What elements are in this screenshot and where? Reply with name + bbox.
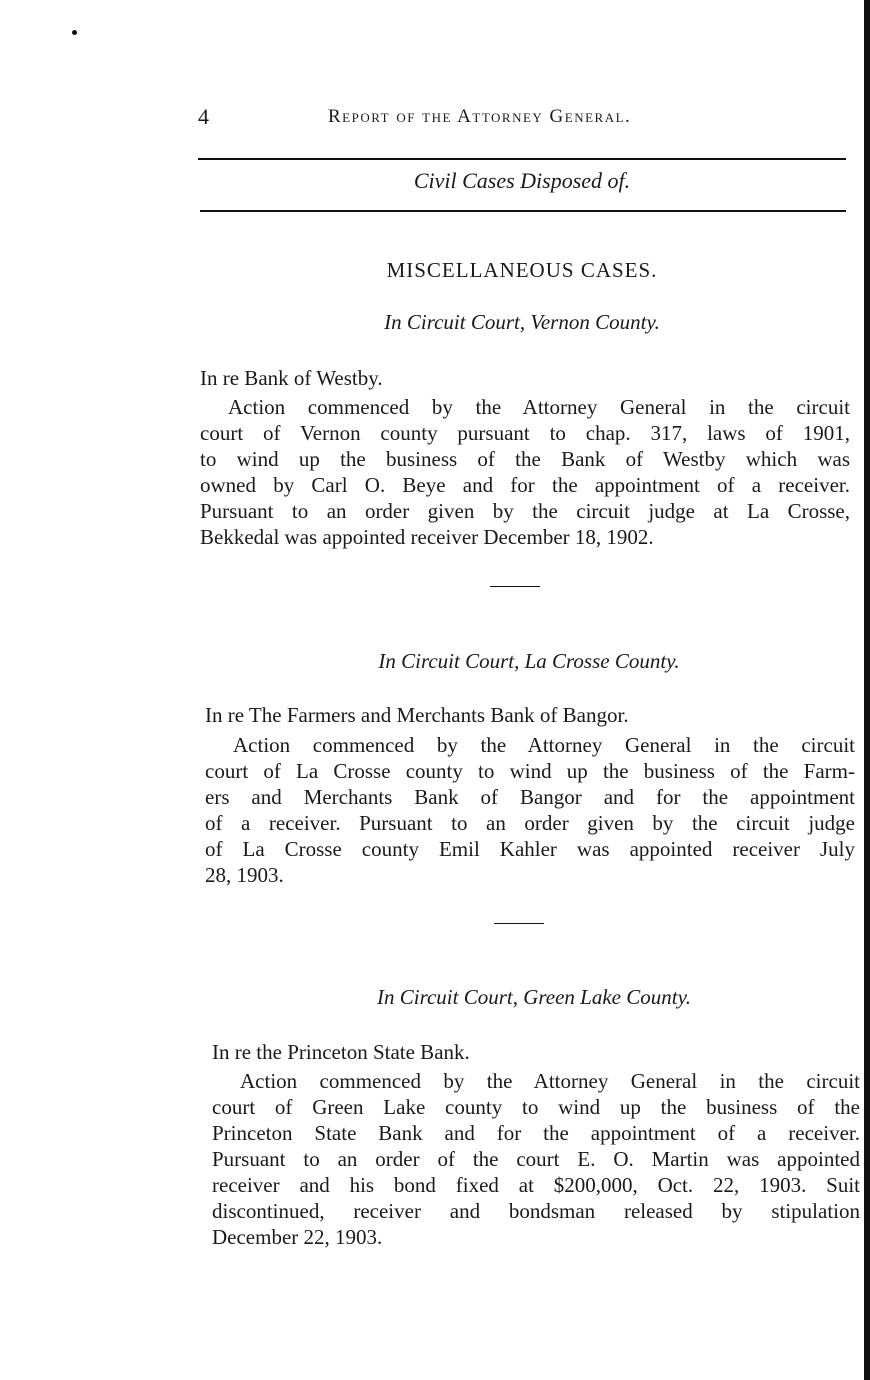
running-head (198, 104, 838, 134)
paragraph-line: ers and Merchants Bank of Bangor and for the appointment (205, 785, 855, 809)
page-edge-shadow (864, 0, 870, 1380)
paragraph-line: discontinued, receiver and bondsman released by stipulation (212, 1199, 860, 1223)
paragraph-line: 28, 1903. (205, 863, 284, 887)
paragraph-line: December 22, 1903. (212, 1225, 383, 1249)
section-separator (490, 586, 540, 587)
paragraph-line: Action commenced by the Attorney General in the circuit (233, 733, 855, 757)
case-paragraph (212, 1068, 860, 1250)
court-heading: In Circuit Court, Vernon County. (384, 310, 660, 334)
paragraph-line: of La Crosse county Emil Kahler was appointed receiver July (205, 837, 855, 861)
paragraph-line: owned by Carl O. Beye and for the appointment of a receiver. (200, 473, 850, 497)
case-paragraph (205, 732, 855, 888)
paragraph-line: Pursuant to an order of the court E. O. Martin was appointed (212, 1147, 860, 1171)
paragraph-line: Action commenced by the Attorney General in the circuit (228, 395, 850, 419)
running-title: Report of the Attorney General. (328, 106, 632, 127)
paragraph-line: court of Green Lake county to wind up the business of the (212, 1095, 860, 1119)
header-rule-bottom (200, 210, 846, 212)
paragraph-line: Bekkedal was appointed receiver December 18, 1902. (200, 525, 654, 549)
page-number: 4 (198, 104, 209, 129)
case-paragraph (200, 394, 850, 550)
paragraph-line: Action commenced by the Attorney General in the circuit (240, 1069, 860, 1093)
court-heading: In Circuit Court, La Crosse County. (378, 649, 680, 673)
case-title: In re Bank of Westby. (200, 366, 383, 390)
paragraph-line: Pursuant to an order given by the circuit judge at La Crosse, (200, 499, 850, 523)
case-title: In re The Farmers and Merchants Bank of Bangor. (205, 703, 629, 727)
paragraph-line: to wind up the business of the Bank of Westby which was (200, 447, 850, 471)
paragraph-line: court of Vernon county pursuant to chap. 317, laws of 1901, (200, 421, 850, 445)
main-title: MISCELLANEOUS CASES. (386, 258, 658, 282)
paragraph-line: Princeton State Bank and for the appointment of a receiver. (212, 1121, 860, 1145)
paragraph-line: of a receiver. Pursuant to an order given by the circuit judge (205, 811, 855, 835)
header-rule-top (198, 158, 846, 160)
section-separator (494, 923, 544, 924)
case-title: In re the Princeton State Bank. (212, 1040, 470, 1064)
court-heading: In Circuit Court, Green Lake County. (376, 985, 691, 1009)
section-heading: Civil Cases Disposed of. (413, 168, 631, 193)
paragraph-line: receiver and his bond fixed at $200,000, Oct. 22, 1903. Suit (212, 1173, 860, 1197)
paragraph-line: court of La Crosse county to wind up the business of the Farm- (205, 759, 855, 783)
ink-dot (72, 30, 77, 35)
